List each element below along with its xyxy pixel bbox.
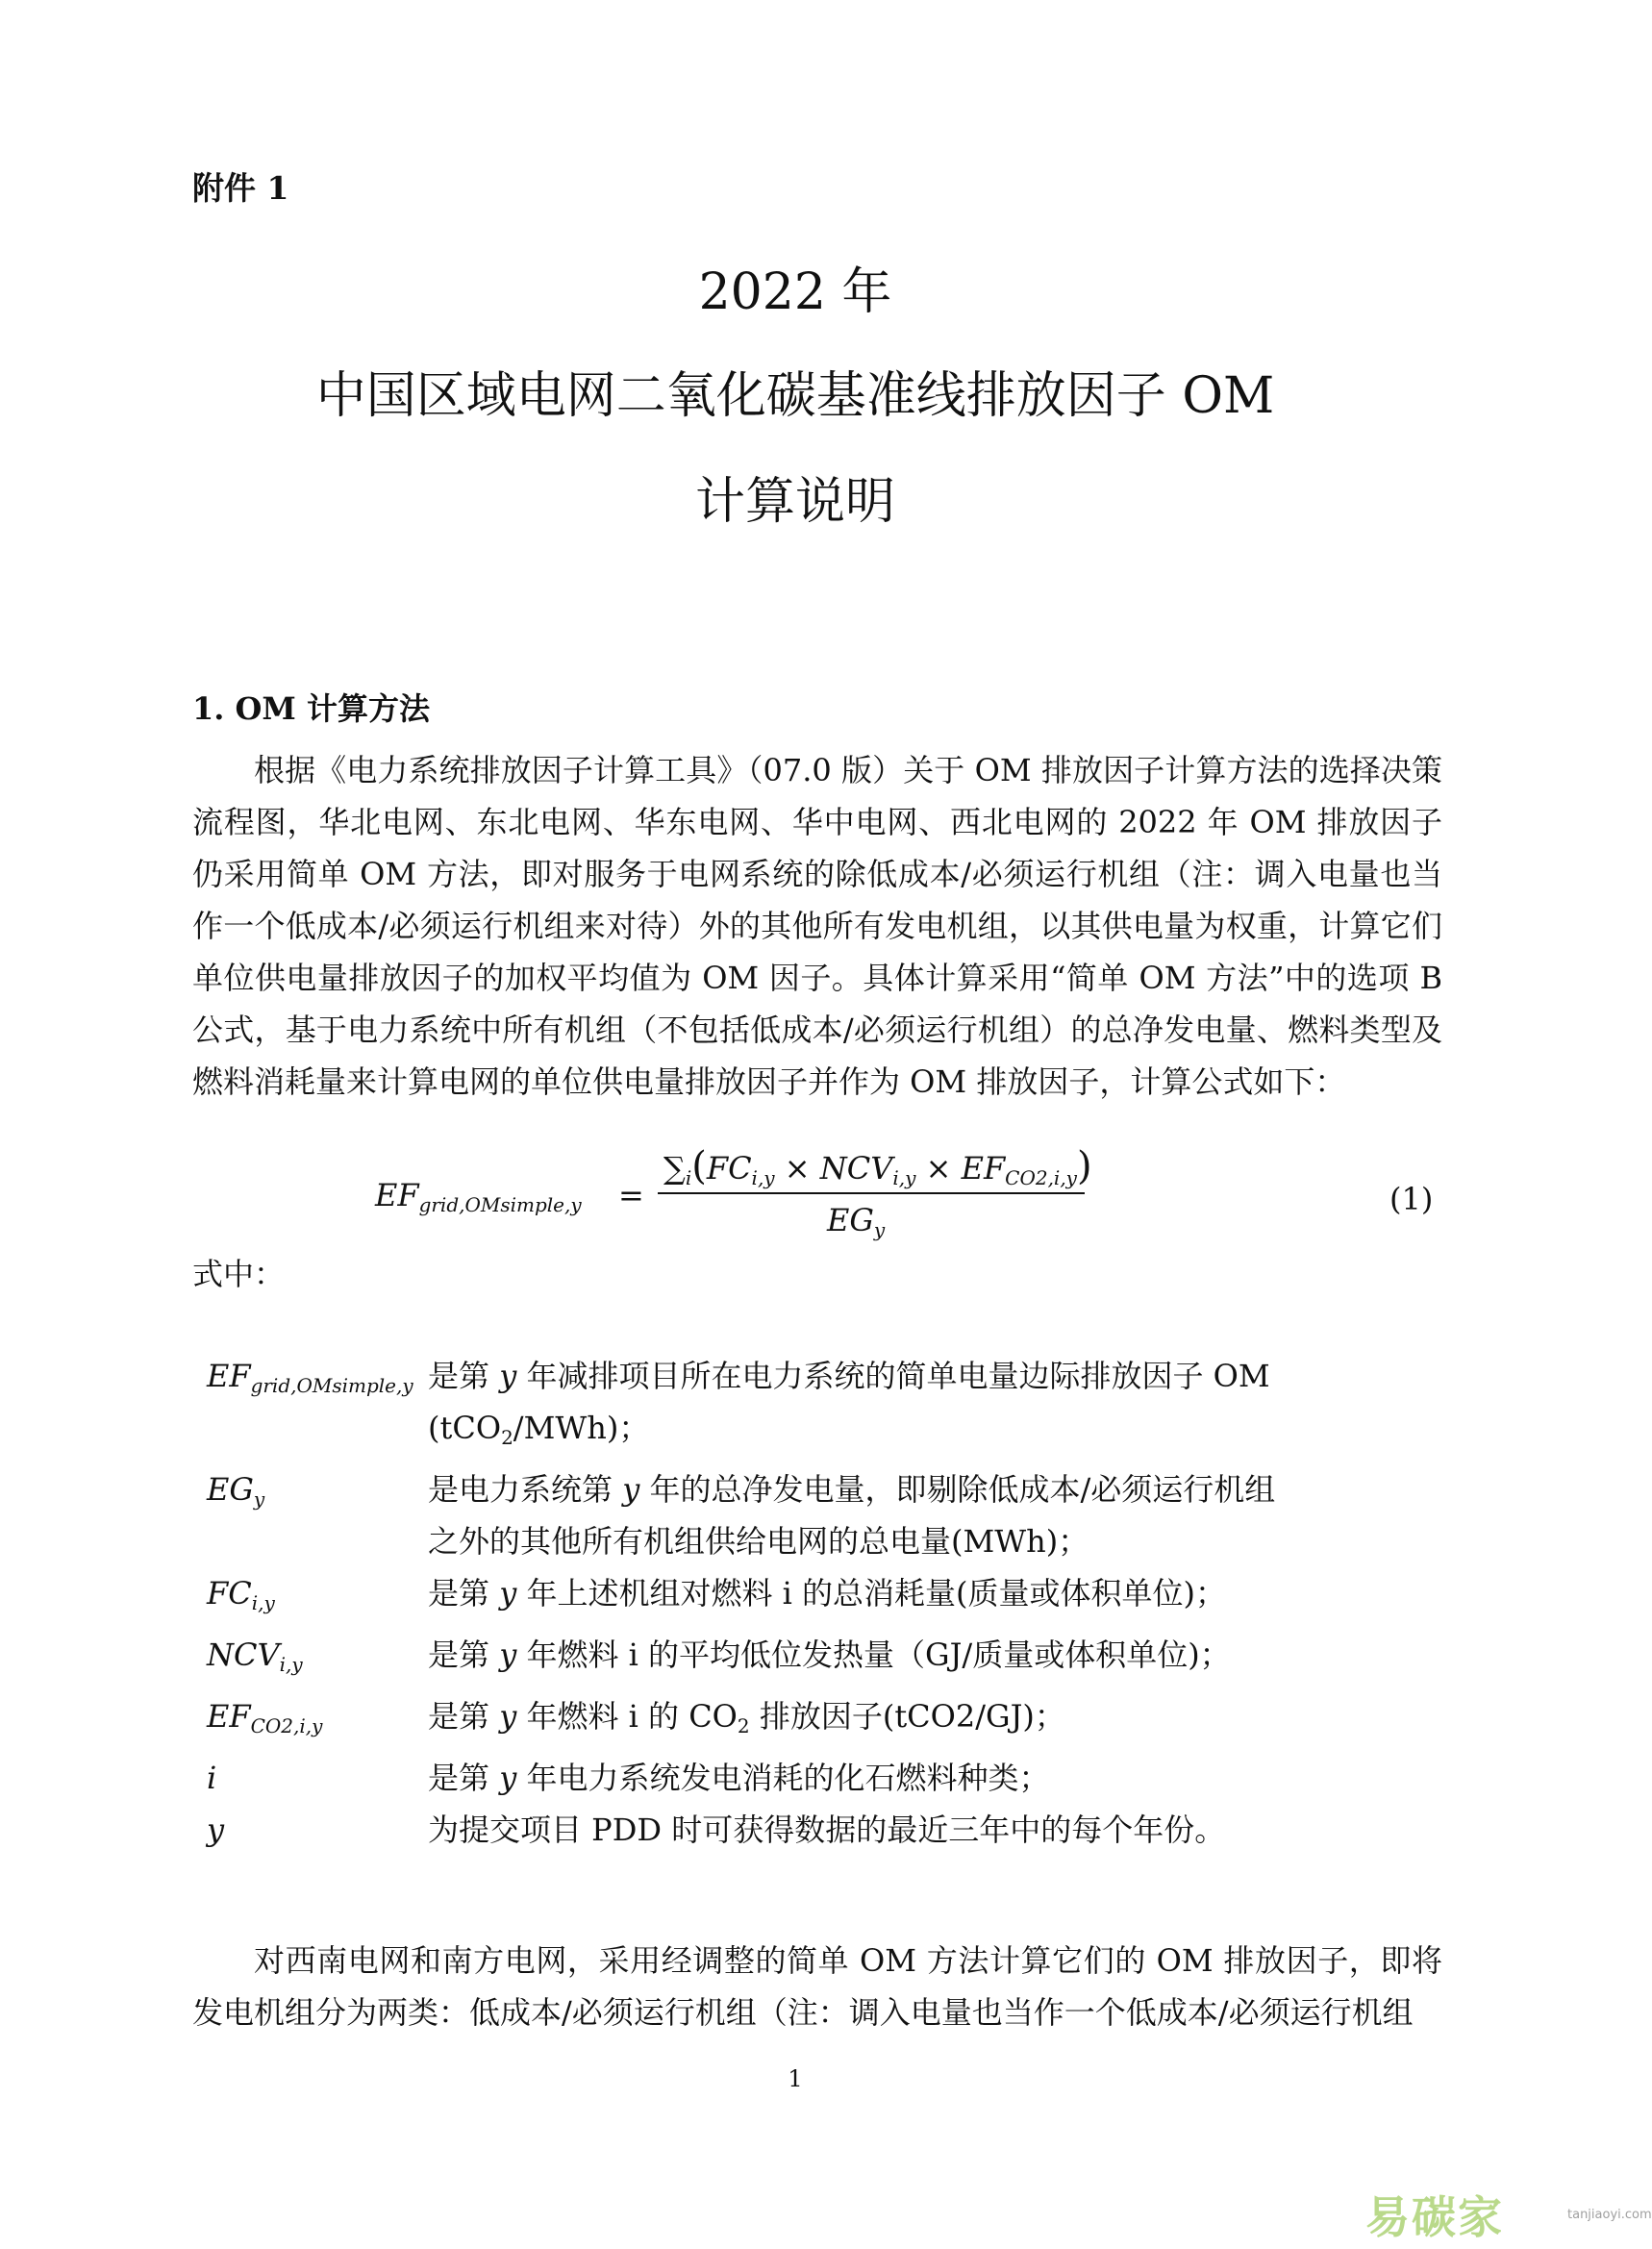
formula-denominator: $EG_y$	[827, 1202, 886, 1241]
definition-text: 是第 y 年减排项目所在电力系统的简单电量边际排放因子 OM (tCO$_2$/MWh)；	[428, 1358, 1270, 1449]
definition-text: 是第 y 年燃料 i 的平均低位发热量（GJ/质量或体积单位)；	[428, 1637, 1231, 1673]
definition-symbol: $FC_{i,y}$	[207, 1575, 275, 1614]
watermark-domain: tanjiaoyi.com	[1567, 2208, 1652, 2222]
where-label: 式中：	[192, 1256, 286, 1292]
section-heading: 1. OM 计算方法	[192, 690, 430, 727]
definition-text: 是第 y 年上述机组对燃料 i 的总消耗量(质量或体积单位)；	[428, 1575, 1226, 1612]
paragraph-southwest: 对西南电网和南方电网，采用经调整的简单 OM 方法计算它们的 OM 排放因子，即将发电机组分为两类：低成本/必须运行机组（注：调入电量也当作一个低成本/必须运行机组	[192, 1942, 1442, 2031]
definition-item	[207, 1567, 1361, 1629]
definition-symbol: $NCV_{i,y}$	[207, 1637, 303, 1676]
fraction-bar	[658, 1192, 1085, 1194]
title-year: 2022 年	[698, 263, 892, 321]
definition-text: 为提交项目 PDD 时可获得数据的最近三年中的每个年份。	[428, 1812, 1226, 1848]
formula-equals: =	[618, 1177, 644, 1213]
formula-lhs: $EF_{grid,OMsimple,y}$	[375, 1177, 582, 1216]
section-paragraph: 根据《电力系统排放因子计算工具》（07.0 版）关于 OM 排放因子计算方法的选择决策流程图，华北电网、东北电网、华东电网、华中电网、西北电网的 2022 年 OM 排放因子仍采用简单 OM 方法，即对服务于电网系统的除低成本/必须运行机组（注：调入电量也当作一个低成本/必须运行机组来对待）外的其他所有发电机组，以其供电量为权重，计算它们单位供电量排放因子的加权平均值为 OM 因子。具体计算采用“简单 OM 方法”中的选项 B 公式，基于电力系统中所有机组（不包括低成本/必须运行机组）的总净发电量、燃料类型及燃料消耗量来计算电网的单位供电量排放因子并作为 OM 排放因子，计算公式如下：	[192, 752, 1442, 1100]
watermark-logo	[1365, 2183, 1652, 2246]
definition-symbol: i	[207, 1760, 217, 1796]
definition-symbol: $EF_{CO2,i,y}$	[207, 1698, 323, 1737]
definition-symbol: $EF_{grid,OMsimple,y}$	[207, 1358, 413, 1397]
definition-item	[207, 1629, 1361, 1690]
definition-item	[207, 1752, 1361, 1804]
page-number: 1	[788, 2065, 803, 2092]
equation-number: (1)	[1389, 1181, 1434, 1217]
definition-text: 是第 y 年燃料 i 的 $CO_2$ 排放因子(tCO2/GJ)；	[428, 1698, 1065, 1737]
annex-label: 附件 1	[192, 169, 289, 207]
title-main: 中国区域电网二氧化碳基准线排放因子 OM	[315, 367, 1275, 425]
formula-numerator: $\sum_i(FC_{i,y} \times NCV_{i,y} \times EF_{CO2,i,y})$	[663, 1144, 1092, 1189]
title-sub: 计算说明	[694, 473, 895, 531]
definition-item	[207, 1804, 1361, 1856]
definition-text: 是第 y 年电力系统发电消耗的化石燃料种类；	[428, 1760, 1050, 1796]
watermark-text: 易碳家	[1365, 2191, 1504, 2243]
definition-item	[207, 1463, 1361, 1567]
definition-item	[207, 1350, 1361, 1463]
definition-text: 是电力系统第 y 年的总净发电量，即剔除低成本/必须运行机组之外的其他所有机组供给电网的总电量(MWh)；	[428, 1471, 1276, 1560]
definition-symbol: $EG_y$	[207, 1471, 265, 1511]
definition-symbol: y	[207, 1812, 225, 1848]
definition-item	[207, 1690, 1361, 1752]
definition-list	[207, 1350, 1361, 1856]
